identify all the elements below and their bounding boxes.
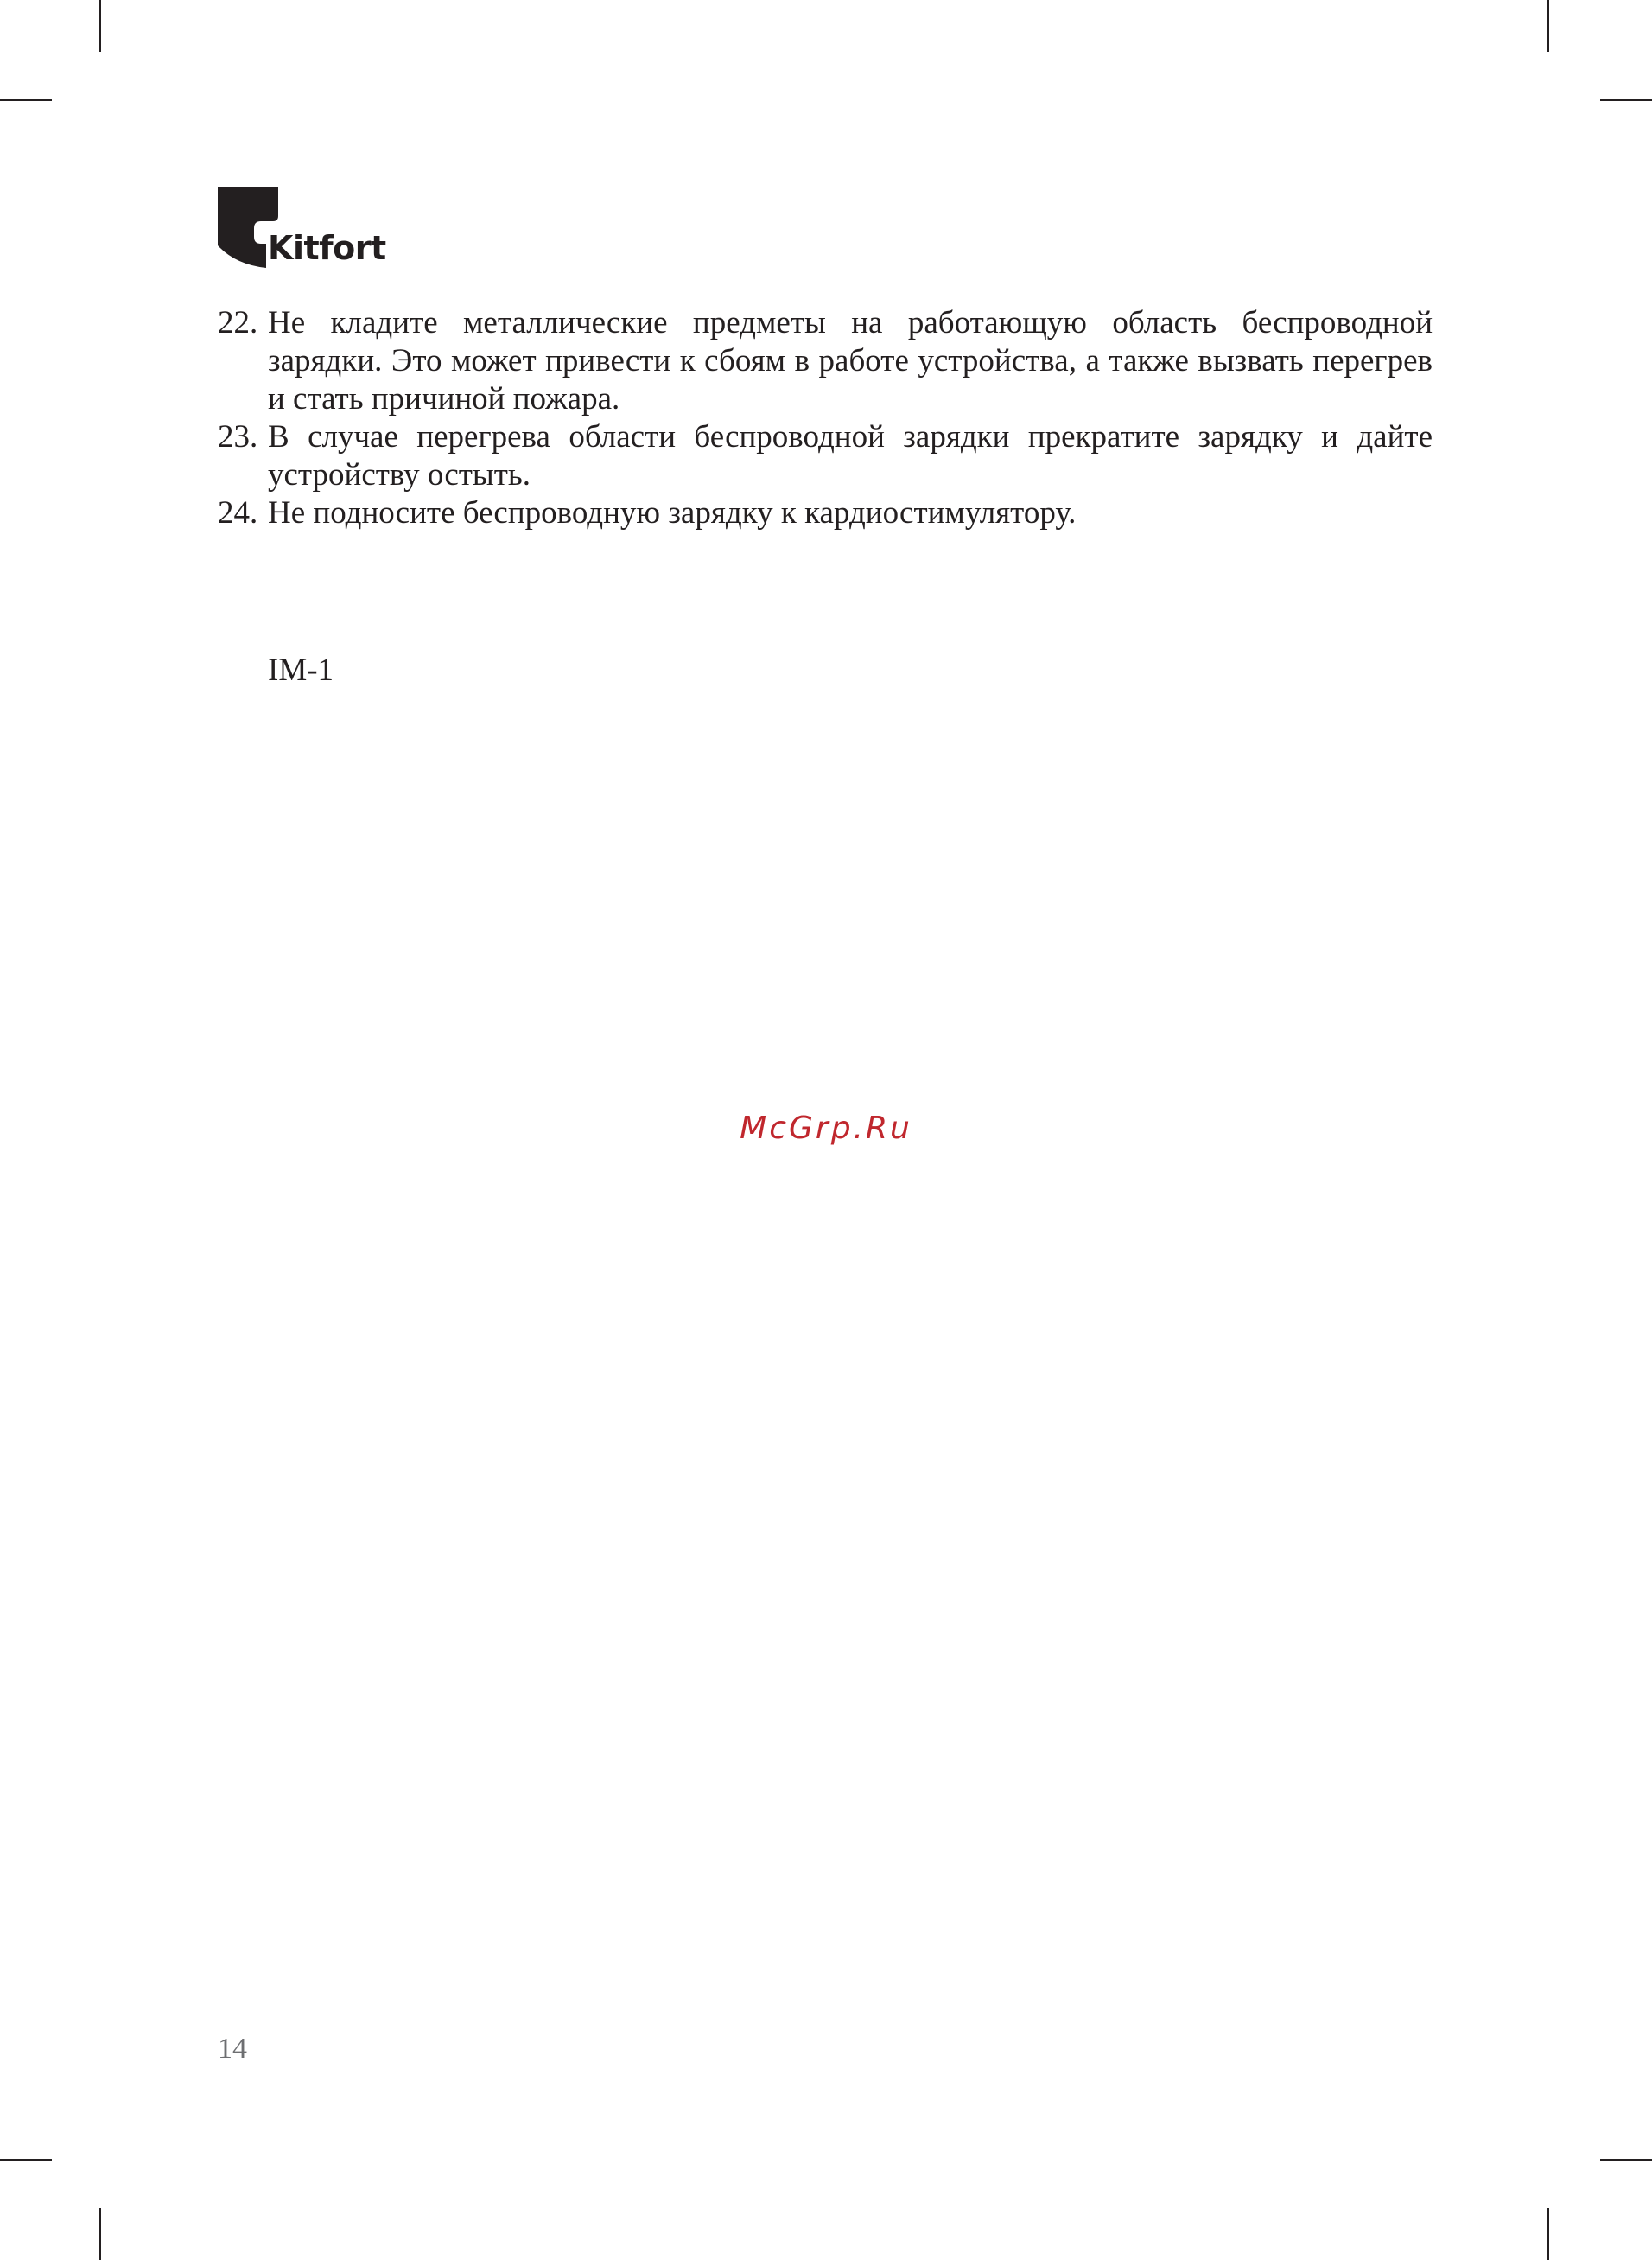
- crop-mark-top-left-horizontal: [0, 99, 52, 101]
- item-number: 22.: [218, 305, 258, 341]
- list-item: [218, 418, 1433, 494]
- crop-mark-bottom-right-horizontal: [1600, 2159, 1652, 2161]
- crop-mark-top-left-vertical: [99, 0, 101, 52]
- watermark: McGrp.Ru: [740, 1111, 912, 1146]
- list-item: [218, 304, 1433, 418]
- crop-mark-bottom-left-horizontal: [0, 2159, 52, 2161]
- model-code: IM-1: [268, 653, 334, 688]
- instruction-list: [218, 304, 1433, 532]
- crop-mark-top-right-vertical: [1547, 0, 1549, 52]
- list-item: [218, 494, 1433, 532]
- item-text: В случае перегрева области беспроводной зарядки прекратите зарядку и дайте устройству остыть.: [268, 419, 1433, 493]
- brand-wordmark: Kitfort: [268, 229, 386, 267]
- item-number: 23.: [218, 419, 258, 455]
- item-text: Не кладите металлические предметы на работающую область беспроводной зарядки. Это может привести к сбоям в работе устройства, а также вызвать перегрев и стать причиной пожара.: [268, 305, 1433, 417]
- page-number: 14: [218, 2033, 247, 2065]
- crop-mark-bottom-left-vertical: [99, 2208, 101, 2260]
- brand-logo: [218, 187, 391, 270]
- item-number: 24.: [218, 495, 258, 531]
- crop-mark-bottom-right-vertical: [1547, 2208, 1549, 2260]
- crop-mark-top-right-horizontal: [1600, 99, 1652, 101]
- item-text: Не подносите беспроводную зарядку к кардиостимулятору.: [268, 495, 1077, 531]
